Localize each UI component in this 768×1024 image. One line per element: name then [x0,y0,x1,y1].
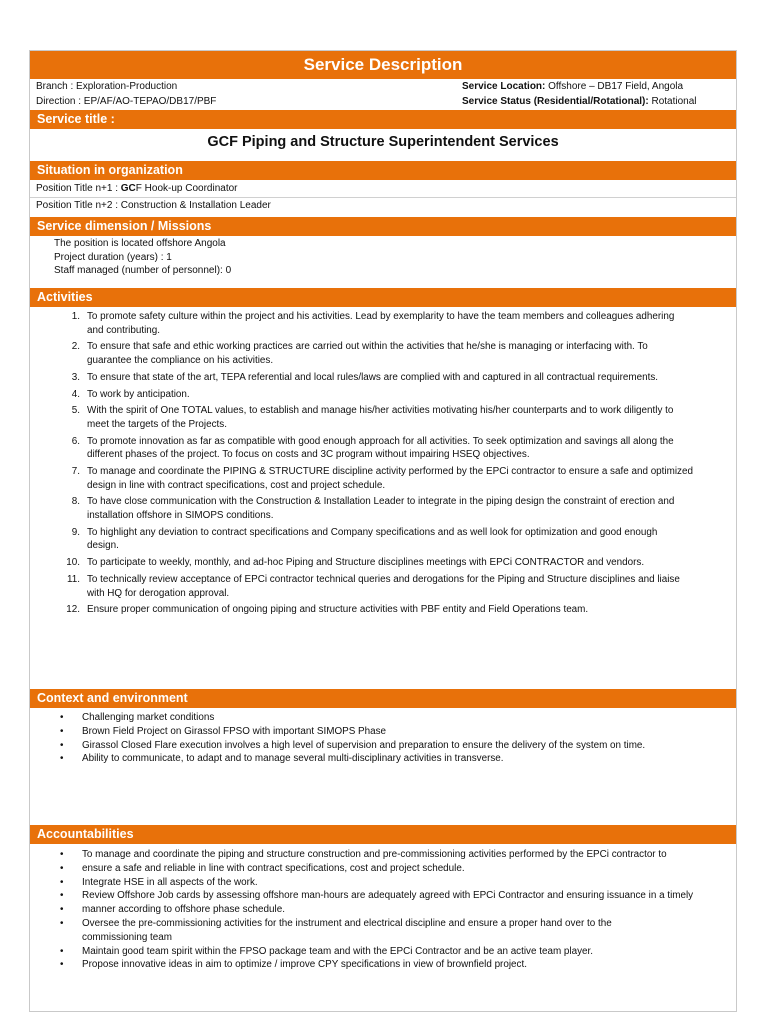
context-item [60,711,730,725]
activity-number: 10. [66,557,80,569]
service-description-page [29,50,737,1012]
activity-item [66,556,726,570]
activity-text: To work by anticipation. [87,388,190,400]
activity-text: To participate to weekly, monthly, and ad-hoc Piping and Structure disciplines meetings with EPCi CONTRACTOR and vendors. [87,557,645,569]
activity-number: 4. [71,388,80,400]
activity-item [66,404,726,431]
bullet-icon: • [60,876,64,888]
accountability-text: Oversee the pre-commissioning activities for the instrument and electrical discipline and ensure a proper hand over to the [82,917,612,929]
activity-item [66,465,726,492]
activities-heading: Activities [30,288,736,307]
activity-item [66,371,726,385]
activity-item [66,603,726,617]
bullet-icon: • [60,890,64,902]
accountabilities-heading: Accountabilities [30,825,736,844]
service-title-value: GCF Piping and Structure Superintendent Services [207,134,559,150]
activity-number: 6. [71,435,80,447]
activity-text: To technically review acceptance of EPCi contractor technical queries and derogations for the Piping and Structure disciplines and liaise [87,573,680,585]
accountability-text: Integrate HSE in all aspects of the work. [82,876,258,888]
activity-number: 12. [66,604,80,616]
activity-number: 2. [71,341,80,353]
accountability-text: Review Offshore Job cards by assessing offshore man-hours are adequately agreed with EPCi Contractor and ensuring issuance in a timely [82,890,694,902]
accountability-text: Propose innovative ideas in aim to optimize / improve CPY specifications in view of brownfield project. [82,959,527,971]
accountability-item [60,917,730,931]
bullet-icon: • [60,725,64,737]
activity-text: To promote innovation as far as compatible with good enough approach for all activities. To seek optimization and savings all along the [87,435,674,447]
bullet-icon: • [60,849,64,860]
activity-number: 7. [71,466,80,478]
activity-text: To manage and coordinate the PIPING & STRUCTURE discipline activity performed by the EPCi contractor to ensure a safe and optimized [87,466,693,478]
position-n1-bold: GC [120,183,136,194]
accountability-item [60,958,730,972]
dimension-heading: Service dimension / Missions [30,217,736,236]
accountability-text: manner according to offshore phase schedule. [82,904,285,916]
activity-text-cont: design. [87,540,119,552]
bullet-icon: • [60,862,64,874]
bullet-icon: • [60,945,64,957]
accountability-item [60,848,730,862]
position-n2: Position Title n+2 : Construction & Installation Leader [36,200,271,211]
activity-text: To promote safety culture within the project and his activities. Lead by exemplarity to have the team members and colleagues adhering [87,311,675,322]
activity-text-cont: meet the targets of the Projects. [87,418,227,430]
service-location-value: Offshore – DB17 Field, Angola [545,81,684,92]
activity-item [66,435,726,462]
activity-number: 5. [71,405,80,417]
bullet-icon: • [60,753,64,765]
activity-text-cont: installation offshore in SIMOPS conditions. [87,510,274,522]
bullet-icon: • [60,739,64,751]
activity-item [66,573,726,600]
activity-text: To have close communication with the Construction & Installation Leader to integrate in the piping design the constraint of erection and [87,496,675,508]
dimension-line: The position is located offshore Angola [54,238,226,249]
context-text: Ability to communicate, to adapt and to manage several multi-disciplinary activities in transverse. [82,753,504,765]
activity-item [66,340,726,367]
activity-text-cont: different phases of the project. To focus on costs and 3C program without impairing HSEQ objectives. [87,449,530,461]
position-n1-rest: F Hook-up Coordinator [135,183,238,194]
activity-number: 1. [71,311,80,322]
page-title: Service Description [30,51,736,79]
activities-list [66,310,726,620]
service-status-label: Service Status (Residential/Rotational): [462,96,649,107]
accountability-text: ensure a safe and reliable in line with contract specifications, cost and project schedule. [82,862,465,874]
dimension-line: Project duration (years) : 1 [54,251,172,263]
dimension-line: Staff managed (number of personnel): 0 [54,265,232,276]
service-status-value: Rotational [648,96,697,107]
activity-text: To ensure that state of the art, TEPA referential and local rules/laws are complied with and captured in all contractual requirements. [87,371,659,383]
accountability-item [60,903,730,917]
position-n1-prefix: Position Title n+1 : [36,183,121,194]
direction-text: Direction : EP/AF/AO-TEPAO/DB17/PBF [36,96,217,107]
accountability-text: Maintain good team spirit within the FPSO package team and with the EPCi Contractor and be an active team player. [82,945,594,957]
activity-number: 9. [71,526,80,538]
activity-text-cont: guarantee the compliance on his activities. [87,354,274,366]
activity-item [66,526,726,553]
context-text: Girassol Closed Flare execution involves a high level of supervision and preparation to ensure the delivery of the system on time. [82,739,646,751]
service-status [462,94,697,109]
activity-number: 8. [71,496,80,508]
context-item [60,752,730,766]
activity-text: With the spirit of One TOTAL values, to establish and manage his/her activities motivating his/her counterparts and to work diligently to [87,405,674,417]
service-location-label: Service Location: [462,81,546,92]
activity-text-cont: with HQ for derogation approval. [87,587,230,599]
situation-heading: Situation in organization [30,161,736,180]
bullet-icon: • [60,917,64,929]
bullet-icon: • [60,904,64,916]
service-location [462,79,683,94]
activity-item [66,388,726,402]
activity-number: 3. [71,371,80,383]
context-list [60,711,730,766]
accountabilities-list [60,848,730,972]
context-text: Challenging market conditions [82,712,215,723]
accountability-item [60,931,730,945]
accountability-item [60,876,730,890]
context-item [60,725,730,739]
accountability-item [60,945,730,959]
service-title-heading: Service title : [30,110,736,129]
context-heading: Context and environment [30,689,736,708]
activity-text-cont: and contributing. [87,324,161,336]
activity-text: Ensure proper communication of ongoing piping and structure activities with PBF entity and Field Operations team. [87,604,589,616]
activity-number: 11. [67,573,80,585]
context-item [60,739,730,753]
accountability-text: commissioning team [82,931,173,943]
accountability-item [60,862,730,876]
activity-text: To ensure that safe and ethic working practices are carried out within the activities that he/she is managing or interfacing with. To [87,341,648,353]
activity-item [66,310,726,337]
activity-text: To highlight any deviation to contract specifications and Company specifications and as well look for optimization and good enough [87,526,658,538]
position-n1 [36,181,238,196]
activity-text-cont: design in line with contract specifications, cost and project schedule. [87,479,386,491]
bullet-icon: • [60,959,64,971]
branch-text: Branch : Exploration-Production [36,81,178,92]
accountability-item [60,889,730,903]
activity-item [66,495,726,522]
bullet-icon: • [60,712,64,723]
context-text: Brown Field Project on Girassol FPSO with important SIMOPS Phase [82,725,387,737]
accountability-text: To manage and coordinate the piping and structure construction and pre-commissioning activities performed by the EPCi contractor to [82,849,667,860]
